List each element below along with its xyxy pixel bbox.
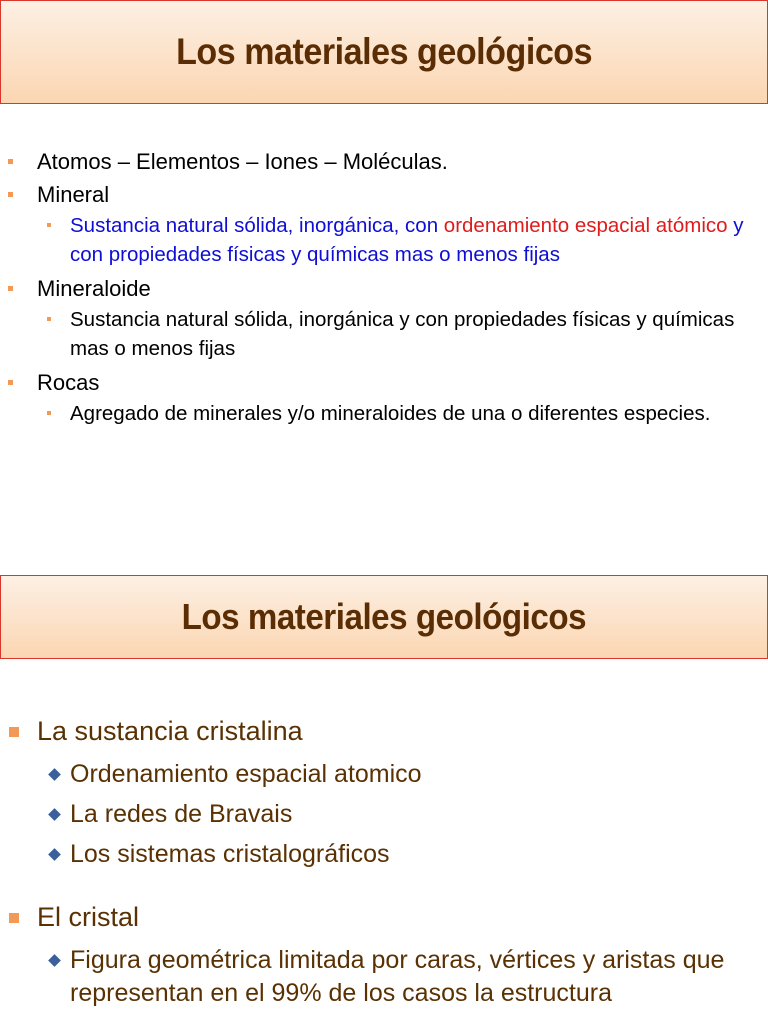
square-bullet-icon: [47, 223, 51, 227]
sub-bullet-text: La redes de Bravais: [70, 800, 293, 828]
sub-bullet-sistemas: [0, 838, 768, 871]
bullet-mineral: [0, 178, 768, 211]
bullet-atomos: [0, 145, 768, 178]
bullet-el-cristal: [0, 897, 768, 937]
square-bullet-icon: [9, 913, 19, 923]
bullet-text: Rocas: [37, 370, 100, 395]
sub-bullet-figura-geometrica: [0, 944, 768, 1010]
bullet-mineraloide: [0, 272, 768, 305]
slide-2-title-bar: [0, 575, 768, 659]
diamond-bullet-icon: [48, 848, 61, 861]
bullet-text: Atomos – Elementos – Iones – Moléculas.: [37, 149, 448, 174]
definition-highlight: ordenamiento espacial atómico: [443, 214, 728, 237]
bullet-text: Mineral: [37, 182, 110, 207]
definition-text: Sustancia natural sólida, inorgánica y con propiedades físicas y químicas mas o menos fijas: [70, 308, 735, 360]
square-bullet-icon: [8, 159, 13, 164]
diamond-bullet-icon: [48, 768, 61, 781]
square-bullet-icon: [9, 727, 19, 737]
slide-2-bullet-list: [0, 711, 768, 1010]
bullet-text: La sustancia cristalina: [37, 716, 303, 746]
slide-1-bullet-list: [0, 145, 768, 428]
square-bullet-icon: [47, 317, 51, 321]
bullet-text: El cristal: [37, 902, 140, 932]
definition-text: Agregado de minerales y/o mineraloides de una o diferentes especies.: [70, 402, 711, 425]
sub-bullet-mineraloide-definition: [0, 305, 768, 363]
slide-1-title: Los materiales geológicos: [175, 31, 593, 72]
square-bullet-icon: [8, 286, 13, 291]
bullet-sustancia-cristalina: [0, 711, 768, 751]
sub-bullet-ordenamiento: [0, 758, 768, 791]
square-bullet-icon: [47, 411, 51, 415]
definition-text-end: y con propiedades físicas y químicas mas o menos fijas: [70, 214, 744, 266]
slide-2: [0, 575, 768, 1024]
diamond-bullet-icon: [48, 954, 61, 967]
slide-1-title-bar: [0, 0, 768, 104]
sub-bullet-text: Figura geométrica limitada por caras, vértices y aristas que representan en el 99% de los casos la estructura: [70, 946, 725, 1007]
definition-text-start: Sustancia natural sólida, inorgánica, con: [70, 214, 444, 237]
bullet-text: Mineraloide: [37, 276, 151, 301]
sub-bullet-rocas-definition: [0, 399, 768, 428]
spacer: [0, 871, 768, 897]
diamond-bullet-icon: [48, 808, 61, 821]
sub-bullet-mineral-definition: [0, 211, 768, 269]
sub-bullet-bravais: [0, 798, 768, 831]
bullet-rocas: [0, 366, 768, 399]
square-bullet-icon: [8, 192, 13, 197]
sub-bullet-text: Los sistemas cristalográficos: [70, 840, 390, 868]
sub-bullet-text: Ordenamiento espacial atomico: [70, 760, 422, 788]
square-bullet-icon: [8, 380, 13, 385]
slide-2-title: Los materiales geológicos: [181, 596, 587, 637]
